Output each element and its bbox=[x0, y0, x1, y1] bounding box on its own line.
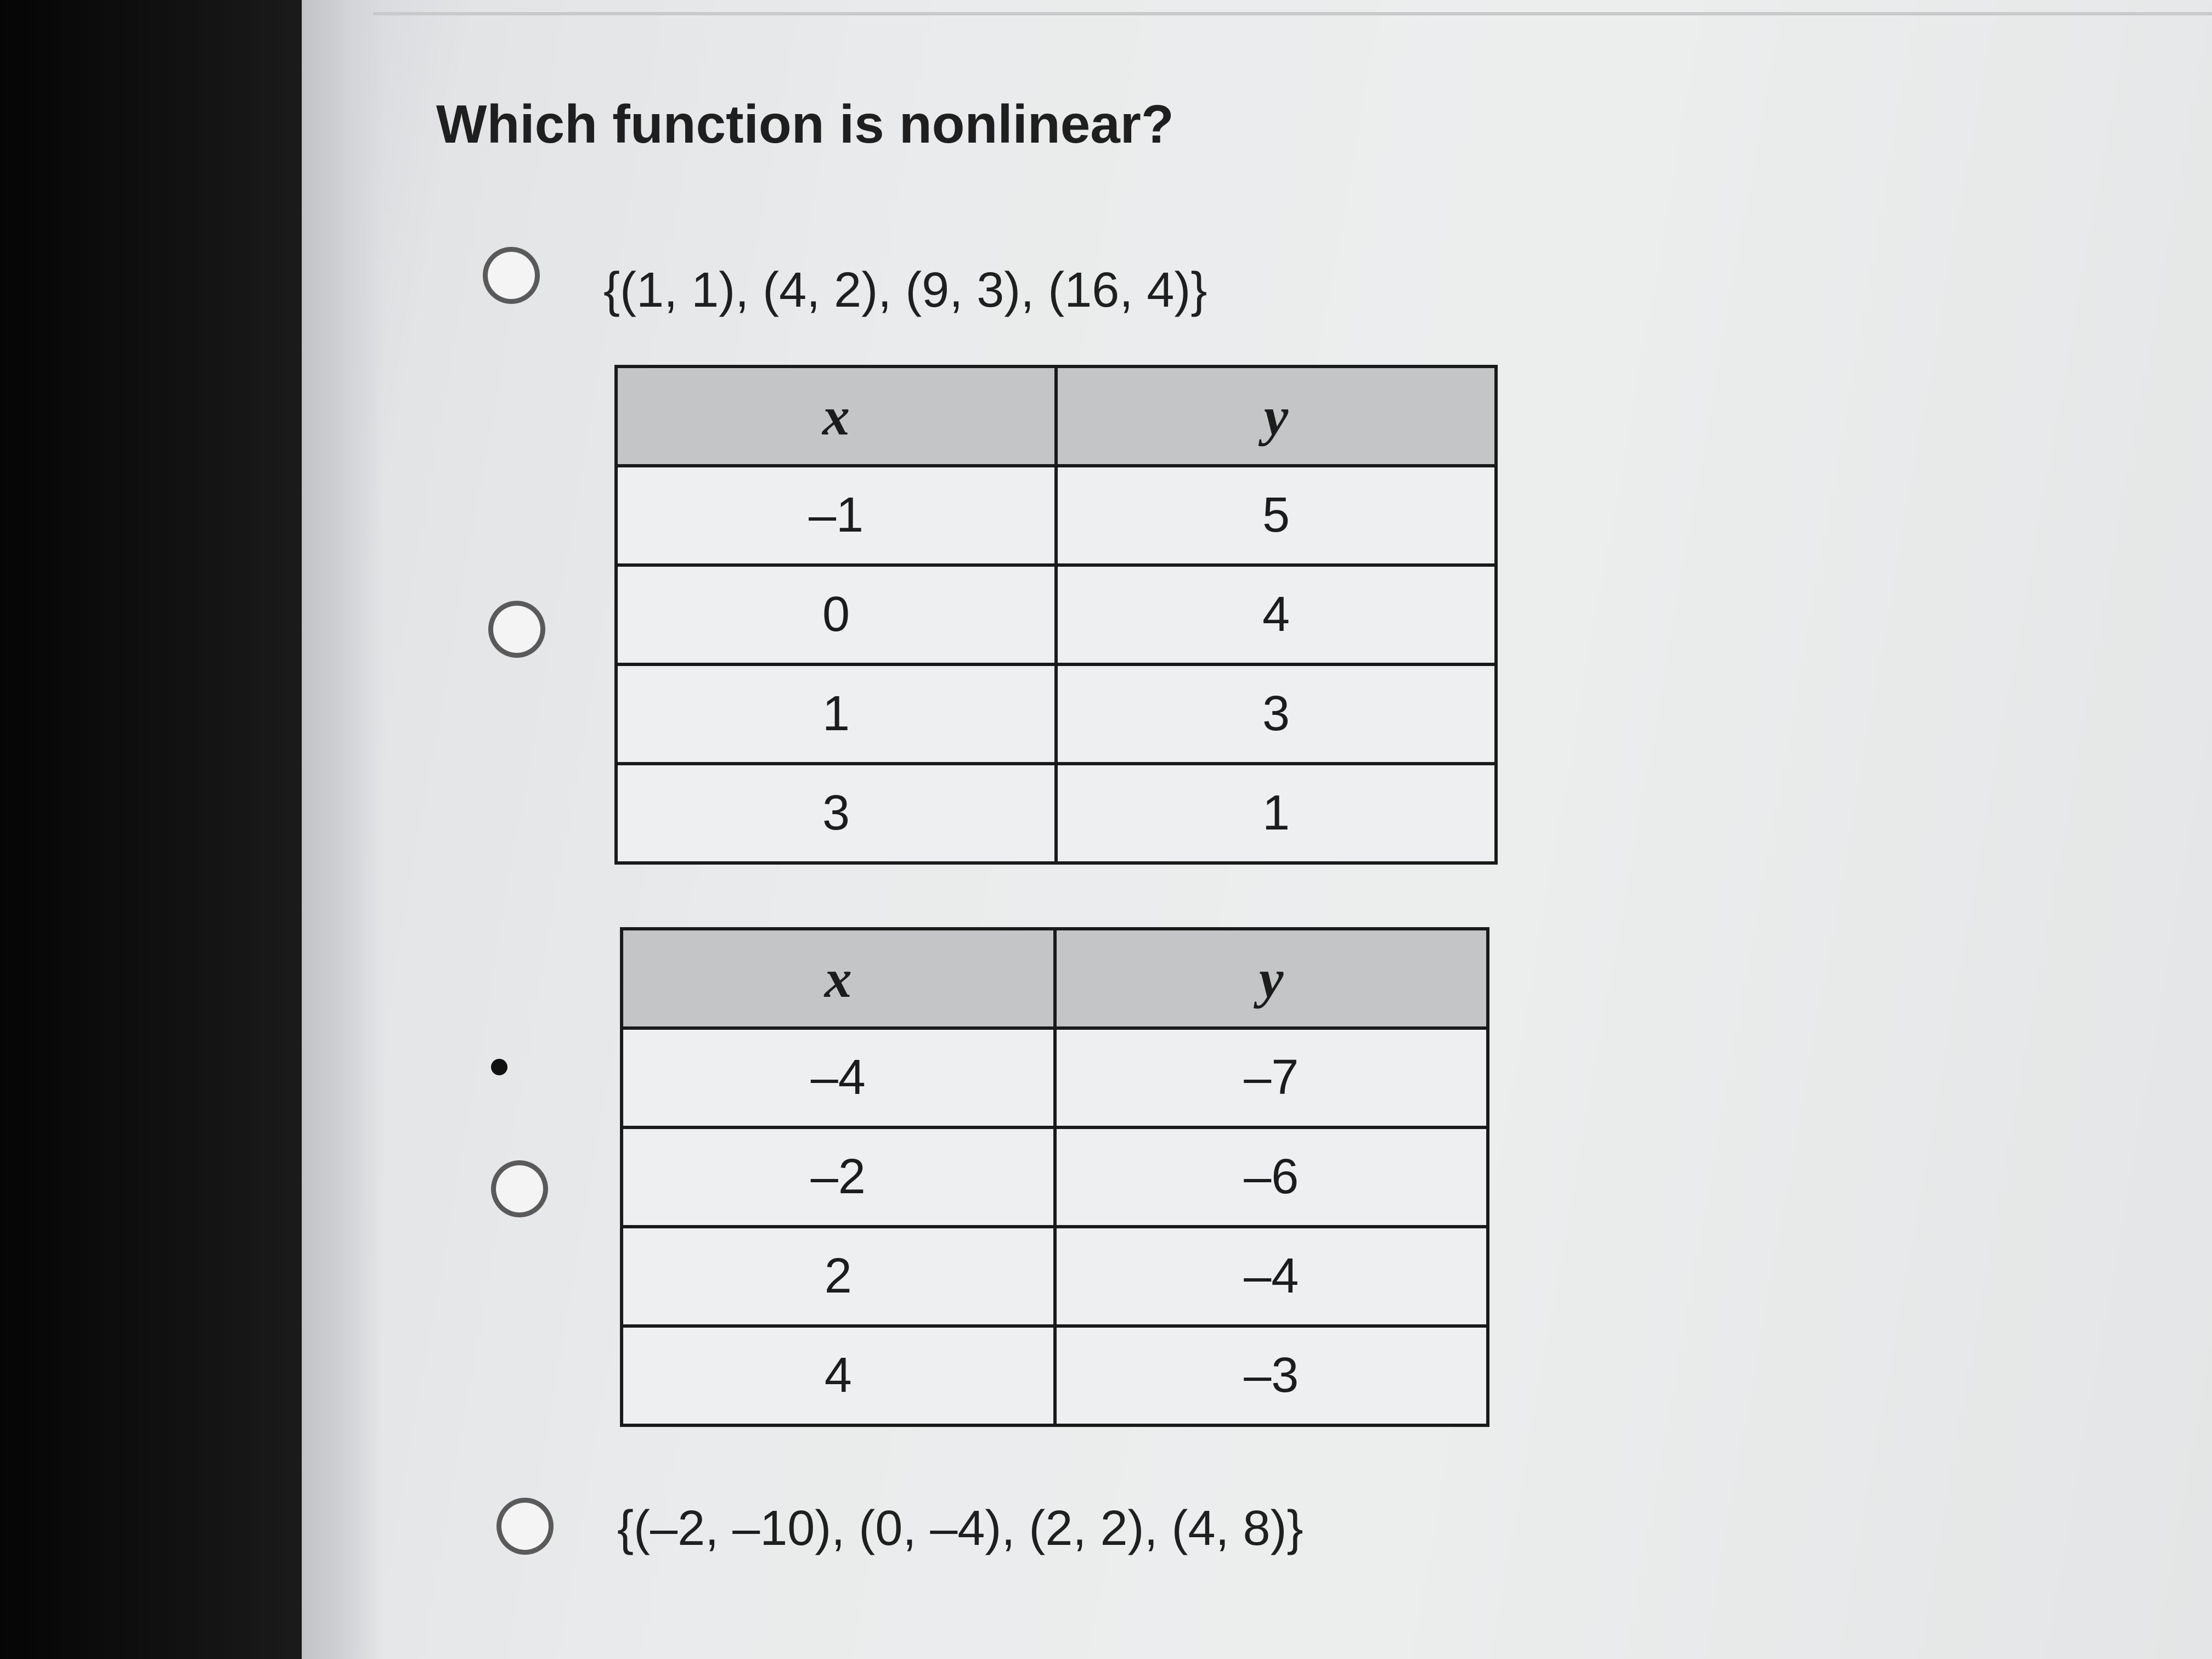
table-row bbox=[616, 565, 1496, 664]
table-row bbox=[622, 1326, 1488, 1425]
cell-y: 1 bbox=[1056, 764, 1496, 863]
table-header-row bbox=[616, 366, 1496, 466]
option-a-text: {(1, 1), (4, 2), (9, 3), (16, 4)} bbox=[603, 263, 1207, 318]
table-row bbox=[616, 764, 1496, 863]
cell-x: 2 bbox=[622, 1227, 1055, 1326]
table-row bbox=[616, 664, 1496, 764]
cell-x: 4 bbox=[622, 1326, 1055, 1425]
cell-y: –3 bbox=[1055, 1326, 1488, 1425]
radio-option-a[interactable] bbox=[483, 247, 540, 304]
radio-option-b[interactable] bbox=[488, 601, 545, 658]
cell-y: –6 bbox=[1055, 1127, 1488, 1227]
cell-y: 3 bbox=[1056, 664, 1496, 764]
option-d-text: {(–2, –10), (0, –4), (2, 2), (4, 8)} bbox=[617, 1501, 1304, 1556]
cell-y: –7 bbox=[1055, 1028, 1488, 1127]
monitor-bezel bbox=[0, 0, 307, 1659]
table-row bbox=[622, 1028, 1488, 1127]
header-x: x bbox=[616, 366, 1056, 466]
stray-dot bbox=[491, 1059, 507, 1075]
cell-x: –1 bbox=[616, 466, 1056, 565]
cell-y: 5 bbox=[1056, 466, 1496, 565]
table-row bbox=[622, 1127, 1488, 1227]
screen-edge-shadow bbox=[302, 0, 384, 1659]
header-x: x bbox=[622, 929, 1055, 1028]
radio-option-d[interactable] bbox=[496, 1498, 554, 1555]
radio-option-c[interactable] bbox=[491, 1160, 548, 1217]
table-row bbox=[622, 1227, 1488, 1326]
option-c-table bbox=[620, 927, 1489, 1427]
table-row bbox=[616, 466, 1496, 565]
cell-x: –4 bbox=[622, 1028, 1055, 1127]
cell-x: 0 bbox=[616, 565, 1056, 664]
cell-x: 3 bbox=[616, 764, 1056, 863]
table-header-row bbox=[622, 929, 1488, 1028]
cell-x: –2 bbox=[622, 1127, 1055, 1227]
option-b-table bbox=[614, 365, 1498, 865]
cell-x: 1 bbox=[616, 664, 1056, 764]
top-divider bbox=[373, 12, 2212, 15]
question-text: Which function is nonlinear? bbox=[436, 94, 1174, 154]
cell-y: 4 bbox=[1056, 565, 1496, 664]
header-y: y bbox=[1056, 366, 1496, 466]
cell-y: –4 bbox=[1055, 1227, 1488, 1326]
header-y: y bbox=[1055, 929, 1488, 1028]
